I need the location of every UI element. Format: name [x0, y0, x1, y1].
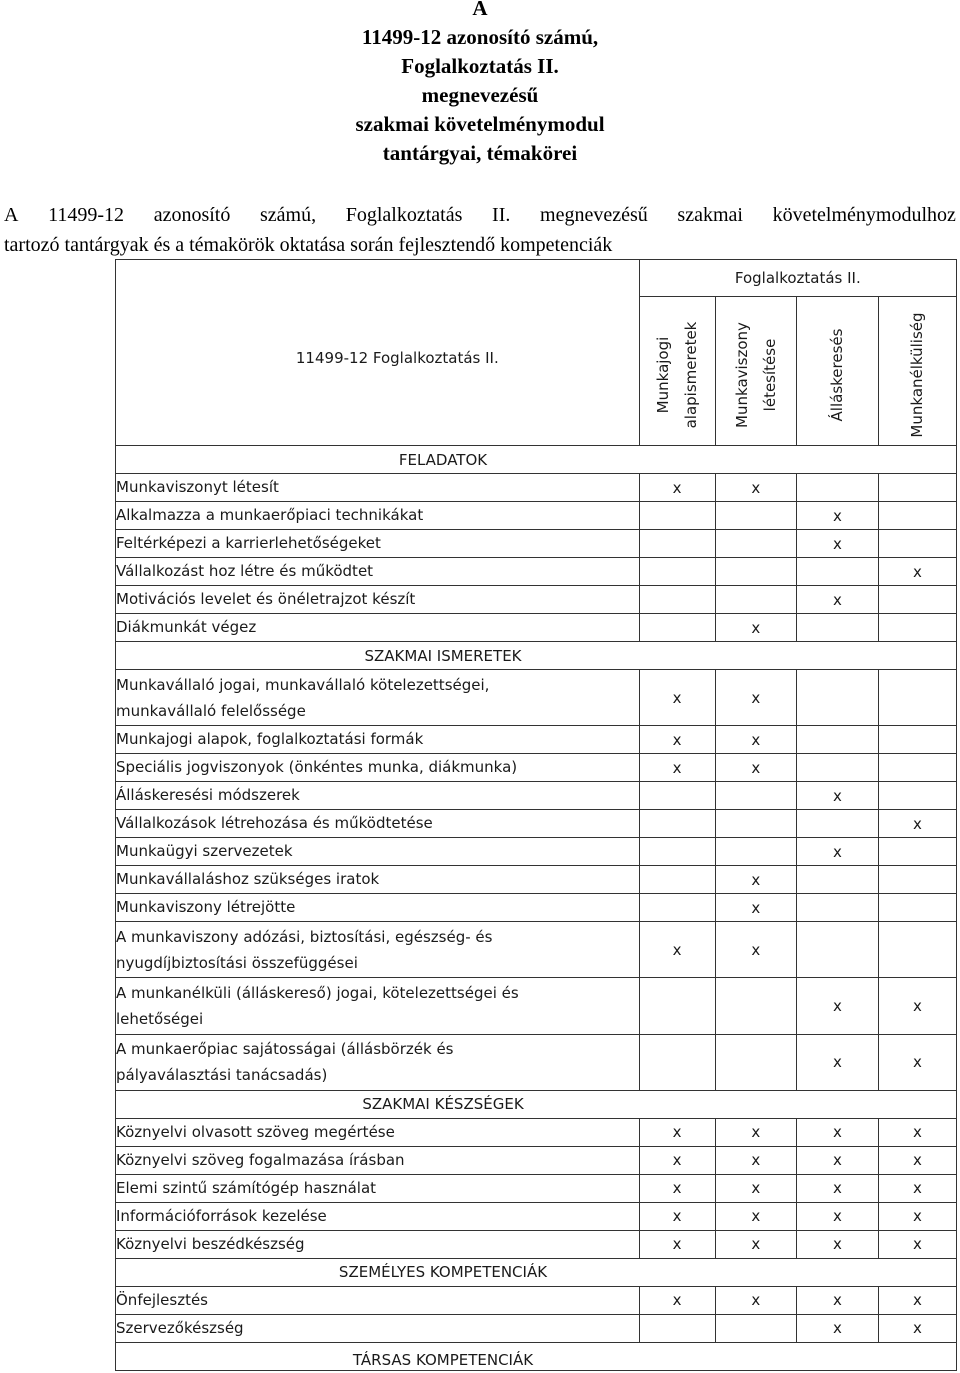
column-header-line: alapismeretek: [682, 321, 701, 429]
title-line: Foglalkoztatás II.: [401, 54, 559, 78]
mark-cell: [715, 838, 797, 866]
mark-cell: [639, 1034, 715, 1090]
mark-cell: x: [797, 1118, 879, 1146]
row-label: [116, 1174, 640, 1202]
mark-cell: [878, 754, 956, 782]
mark-cell: x: [878, 558, 956, 586]
section-header-row: [116, 1342, 957, 1370]
column-header-line: létesítése: [760, 338, 779, 412]
table-row: [116, 586, 957, 614]
mark-cell: [639, 782, 715, 810]
intro-word: A: [4, 204, 19, 226]
title-line: A: [472, 0, 488, 20]
intro-word: azonosító: [153, 204, 231, 226]
mark-cell: [797, 670, 879, 726]
row-label-line: Vállalkozások létrehozása és működtetése: [116, 814, 433, 833]
row-label: [116, 978, 640, 1034]
mark-cell: [639, 502, 715, 530]
row-label-line: A munkanélküli (álláskereső) jogai, kötelezettségei és: [116, 984, 519, 1002]
row-label-line: Alkalmazza a munkaerőpiaci technikákat: [116, 506, 424, 525]
row-label: [116, 474, 640, 502]
row-label: [116, 1034, 640, 1090]
header-row: [116, 260, 957, 297]
section-header-row: [116, 1090, 957, 1118]
mark-cell: x: [715, 894, 797, 922]
row-label-line: Munkaviszonyt létesít: [116, 478, 279, 497]
column-header-line: Munkaviszony: [732, 322, 751, 429]
row-label: [116, 1314, 640, 1342]
mark-cell: [639, 530, 715, 558]
mark-cell: [878, 894, 956, 922]
row-label-line: Munkavállaláshoz szükséges iratok: [116, 870, 380, 889]
mark-cell: [797, 866, 879, 894]
mark-cell: x: [797, 1230, 879, 1258]
mark-cell: x: [715, 922, 797, 978]
table-row: [116, 530, 957, 558]
mark-cell: x: [715, 1202, 797, 1230]
document-title: [0, 0, 960, 168]
intro-word: megnevezésű: [540, 204, 648, 226]
mark-cell: [878, 726, 956, 754]
mark-cell: x: [639, 1146, 715, 1174]
mark-cell: x: [639, 1202, 715, 1230]
mark-cell: x: [639, 670, 715, 726]
table-row: [116, 1286, 957, 1314]
row-label: [116, 558, 640, 586]
title-line: szakmai követelménymodul: [355, 112, 605, 136]
mark-cell: [715, 810, 797, 838]
mark-cell: [639, 866, 715, 894]
mark-cell: [878, 502, 956, 530]
mark-cell: x: [797, 1174, 879, 1202]
mark-cell: x: [639, 1230, 715, 1258]
row-label: [116, 1118, 640, 1146]
section-title: [116, 1342, 957, 1370]
column-header-line: Álláskeresés: [828, 328, 847, 422]
row-label-line: Elemi szintű számítógép használat: [116, 1178, 377, 1197]
table-row: [116, 1202, 957, 1230]
table-row: [116, 670, 957, 726]
mark-cell: x: [878, 1286, 956, 1314]
row-label-line: Munkaviszony létrejötte: [116, 898, 296, 917]
table-row: [116, 1174, 957, 1202]
column-header-line: Munkanélküliség: [908, 312, 927, 438]
intro-paragraph: [4, 200, 956, 260]
mark-cell: x: [639, 1118, 715, 1146]
mark-cell: [715, 530, 797, 558]
title-line: 11499-12 azonosító számú,: [361, 25, 599, 49]
mark-cell: [878, 614, 956, 642]
table-row: [116, 782, 957, 810]
row-label-line: A munkaerőpiac sajátosságai (állásbörzék és: [116, 1040, 454, 1059]
row-label: [116, 810, 640, 838]
row-label-line: Munkavállaló jogai, munkavállaló kötelezettségei,: [116, 675, 490, 694]
mark-cell: x: [878, 810, 956, 838]
table-row: [116, 838, 957, 866]
section-header-row: [116, 1258, 957, 1286]
module-label: 11499-12 Foglalkoztatás II.: [295, 348, 499, 367]
row-label-line: Önfejlesztés: [116, 1290, 208, 1309]
mark-cell: [639, 1314, 715, 1342]
mark-cell: [797, 726, 879, 754]
row-label: [116, 1286, 640, 1314]
section-title: [116, 1090, 957, 1118]
row-label-line: Köznyelvi olvasott szöveg megértése: [116, 1122, 395, 1141]
mark-cell: [878, 474, 956, 502]
row-label: [116, 726, 640, 754]
row-label-line: Vállalkozást hoz létre és működtet: [116, 562, 374, 581]
section-title-text: FELADATOK: [398, 450, 488, 469]
mark-cell: x: [639, 754, 715, 782]
mark-cell: [715, 782, 797, 810]
mark-cell: [878, 530, 956, 558]
mark-cell: x: [715, 1146, 797, 1174]
column-header: [878, 297, 956, 446]
table-row: [116, 810, 957, 838]
mark-cell: x: [715, 670, 797, 726]
row-label: [116, 502, 640, 530]
mark-cell: [639, 614, 715, 642]
mark-cell: [715, 558, 797, 586]
row-label: [116, 782, 640, 810]
mark-cell: x: [878, 1118, 956, 1146]
section-header-row: [116, 446, 957, 474]
section-title: [116, 642, 957, 670]
mark-cell: x: [878, 1314, 956, 1342]
title-line: megnevezésű: [421, 83, 539, 107]
mark-cell: [878, 782, 956, 810]
mark-cell: [797, 922, 879, 978]
mark-cell: x: [715, 726, 797, 754]
mark-cell: [878, 922, 956, 978]
intro-word: számú,: [260, 204, 317, 226]
mark-cell: [797, 810, 879, 838]
mark-cell: [639, 978, 715, 1034]
intro-word: Foglalkoztatás: [345, 204, 463, 226]
mark-cell: x: [797, 502, 879, 530]
mark-cell: x: [639, 726, 715, 754]
mark-cell: [878, 586, 956, 614]
section-title-text: SZAKMAI ISMERETEK: [364, 646, 522, 665]
section-title-text: TÁRSAS KOMPETENCIÁK: [352, 1351, 534, 1370]
mark-cell: x: [715, 474, 797, 502]
table-row: [116, 726, 957, 754]
mark-cell: x: [878, 978, 956, 1034]
table-row: [116, 978, 957, 1034]
row-label: [116, 1230, 640, 1258]
column-header: [639, 297, 715, 446]
mark-cell: x: [715, 866, 797, 894]
row-label-line: Feltérképezi a karrierlehetőségeket: [116, 534, 381, 553]
table-row: [116, 614, 957, 642]
mark-cell: x: [878, 1174, 956, 1202]
table-row: [116, 474, 957, 502]
mark-cell: x: [715, 754, 797, 782]
mark-cell: x: [797, 586, 879, 614]
mark-cell: [797, 754, 879, 782]
mark-cell: [639, 810, 715, 838]
table-row: [116, 894, 957, 922]
row-label-line: Munkaügyi szervezetek: [116, 842, 293, 861]
row-label: [116, 866, 640, 894]
mark-cell: [715, 1034, 797, 1090]
table-row: [116, 922, 957, 978]
table-row: [116, 1034, 957, 1090]
competency-table: [115, 259, 957, 1371]
mark-cell: [797, 474, 879, 502]
row-label: [116, 754, 640, 782]
row-label-line: Álláskeresési módszerek: [116, 786, 300, 805]
mark-cell: x: [639, 922, 715, 978]
mark-cell: x: [878, 1034, 956, 1090]
mark-cell: [639, 894, 715, 922]
row-label-line: Információforrások kezelése: [116, 1206, 327, 1225]
mark-cell: x: [715, 1286, 797, 1314]
mark-cell: x: [639, 1286, 715, 1314]
mark-cell: [797, 614, 879, 642]
mark-cell: x: [797, 978, 879, 1034]
table-row: [116, 1230, 957, 1258]
row-label: [116, 586, 640, 614]
row-label: [116, 922, 640, 978]
mark-cell: x: [797, 1314, 879, 1342]
row-label: [116, 1146, 640, 1174]
mark-cell: [639, 558, 715, 586]
mark-cell: x: [797, 838, 879, 866]
mark-cell: x: [878, 1146, 956, 1174]
row-label-line: nyugdíjbiztosítási összefüggései: [116, 953, 358, 972]
row-label-line: Szervezőkészség: [116, 1318, 244, 1337]
intro-word: II.: [492, 204, 511, 226]
row-label-line: A munkaviszony adózási, biztosítási, egészség- és: [116, 927, 493, 946]
intro-line-1: [4, 200, 956, 230]
mark-cell: x: [715, 1174, 797, 1202]
column-header: [797, 297, 879, 446]
table-row: [116, 502, 957, 530]
mark-cell: [797, 894, 879, 922]
row-label: [116, 838, 640, 866]
mark-cell: [715, 1314, 797, 1342]
column-header: [715, 297, 797, 446]
intro-word: követelménymodulhoz: [772, 204, 956, 226]
table-row: [116, 754, 957, 782]
row-label-line: Köznyelvi beszédkészség: [116, 1234, 305, 1253]
row-label: [116, 530, 640, 558]
row-label-line: Speciális jogviszonyok (önkéntes munka, diákmunka): [116, 758, 518, 777]
row-label-line: Motivációs levelet és önéletrajzot készít: [116, 590, 416, 609]
mark-cell: x: [797, 1146, 879, 1174]
mark-cell: x: [797, 782, 879, 810]
section-title-text: SZAKMAI KÉSZSÉGEK: [362, 1095, 524, 1114]
mark-cell: x: [797, 1286, 879, 1314]
row-label: [116, 894, 640, 922]
column-header-line: Munkajogi: [654, 336, 673, 414]
table-row: [116, 558, 957, 586]
section-title-text: SZEMÉLYES KOMPETENCIÁK: [338, 1263, 548, 1282]
intro-word: szakmai: [677, 204, 743, 226]
intro-line-2: tartozó tantárgyak és a témakörök oktatása során fejlesztendő kompetenciák: [4, 234, 613, 256]
mark-cell: x: [878, 1230, 956, 1258]
table-row: [116, 1118, 957, 1146]
mark-cell: x: [715, 614, 797, 642]
row-label-line: munkavállaló felelőssége: [116, 701, 306, 720]
mark-cell: [639, 586, 715, 614]
mark-cell: x: [715, 1230, 797, 1258]
mark-cell: x: [878, 1202, 956, 1230]
mark-cell: x: [797, 1202, 879, 1230]
mark-cell: [639, 838, 715, 866]
mark-cell: [715, 978, 797, 1034]
mark-cell: [878, 838, 956, 866]
section-title: [116, 446, 957, 474]
row-label-line: Köznyelvi szöveg fogalmazása írásban: [116, 1150, 405, 1169]
row-label-line: lehetőségei: [116, 1010, 204, 1028]
mark-cell: [797, 558, 879, 586]
mark-cell: [878, 670, 956, 726]
mark-cell: x: [639, 1174, 715, 1202]
section-title: [116, 1258, 957, 1286]
row-label: [116, 614, 640, 642]
row-label: [116, 670, 640, 726]
mark-cell: x: [797, 1034, 879, 1090]
table-row: [116, 866, 957, 894]
mark-cell: [715, 586, 797, 614]
section-header-row: [116, 642, 957, 670]
row-label-line: Diákmunkát végez: [116, 618, 257, 637]
mark-cell: x: [715, 1118, 797, 1146]
table-row: [116, 1146, 957, 1174]
row-label-line: pályaválasztási tanácsadás): [116, 1066, 328, 1085]
mark-cell: [878, 866, 956, 894]
row-label-line: Munkajogi alapok, foglalkoztatási formák: [116, 730, 424, 749]
module-label-cell: [116, 260, 640, 446]
row-label: [116, 1202, 640, 1230]
mark-cell: [715, 502, 797, 530]
mark-cell: x: [639, 474, 715, 502]
table-row: [116, 1314, 957, 1342]
intro-word: 11499-12: [48, 204, 125, 226]
subject-group-header: Foglalkoztatás II.: [639, 260, 956, 297]
title-line: tantárgyai, témakörei: [382, 141, 578, 165]
mark-cell: x: [797, 530, 879, 558]
